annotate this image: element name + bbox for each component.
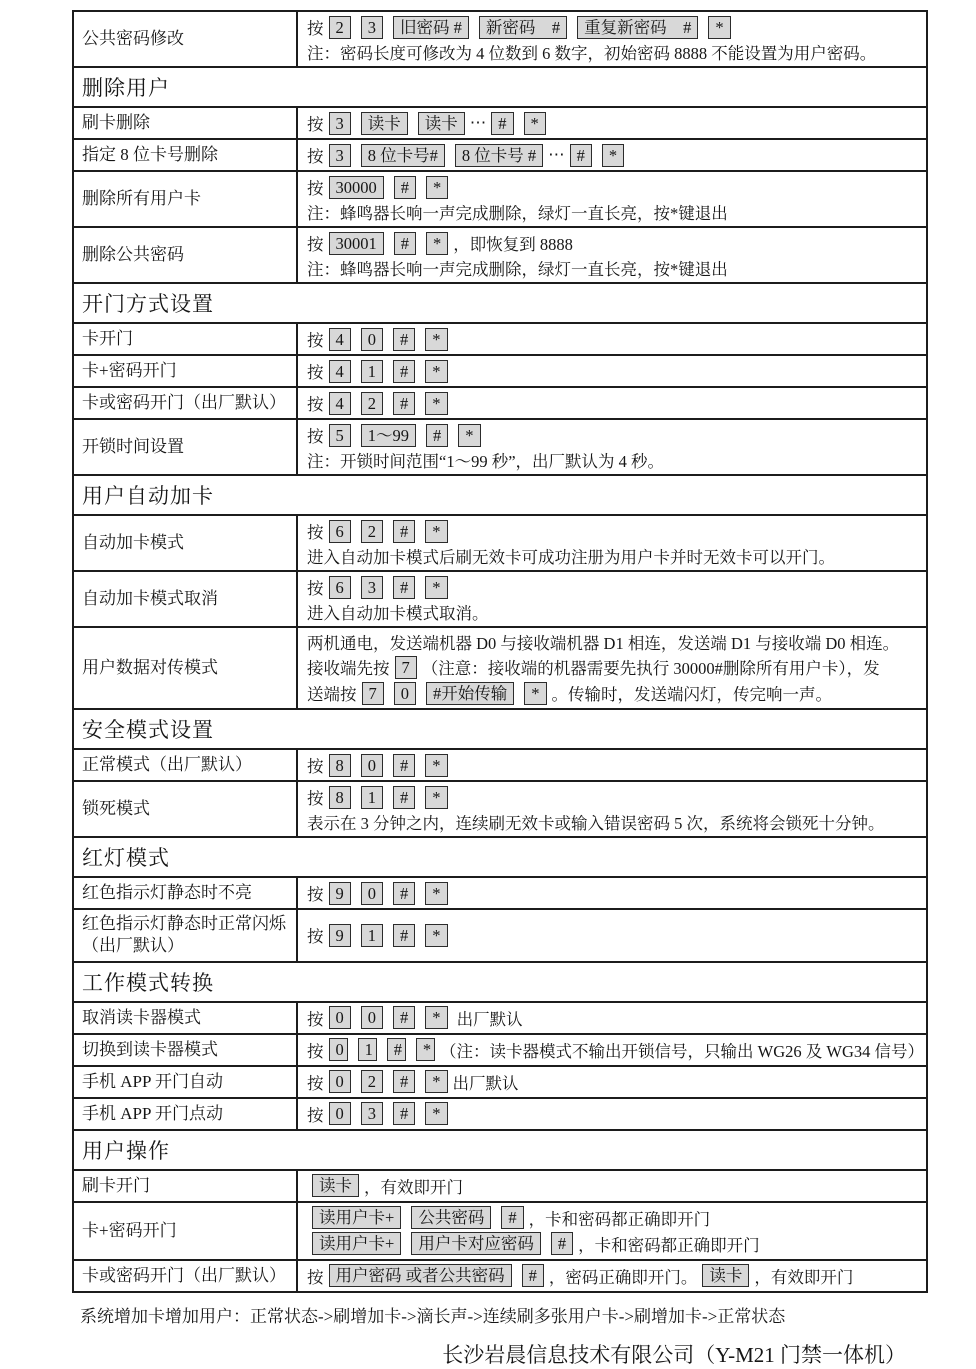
row-label: 自动加卡模式取消 <box>82 588 218 608</box>
key-box: 读卡 <box>361 112 408 135</box>
content-line <box>307 110 924 136</box>
row-label: 卡开门 <box>82 328 133 348</box>
content-text: 按 <box>307 927 324 947</box>
row-content-cell <box>298 228 926 282</box>
key-box: # <box>387 1038 406 1061</box>
content-line <box>307 422 924 448</box>
section-header-row <box>74 474 926 514</box>
content-line <box>307 1231 924 1257</box>
row-label-cell <box>74 1067 298 1097</box>
row-label-cell <box>74 572 298 626</box>
key-box: * <box>425 1006 447 1029</box>
key-box: 新密码 # <box>479 16 567 39</box>
key-box: # <box>393 1070 415 1093</box>
company-signature: 长沙岩晨信息技术有限公司（Y-M21 门禁一体机） <box>442 1342 906 1367</box>
content-line <box>307 518 924 544</box>
key-box: 1 <box>361 360 383 383</box>
content-text: 接收端先按 <box>307 659 390 678</box>
key-box: # <box>491 112 513 135</box>
section-header-row <box>74 282 926 322</box>
key-box: 6 <box>329 576 351 599</box>
table-row <box>74 12 926 66</box>
content-line <box>307 922 924 948</box>
row-content-cell <box>298 572 926 626</box>
row-content-cell <box>298 516 926 570</box>
key-box: 9 <box>329 924 351 947</box>
row-label: 红色指示灯静态时正常闪烁（出厂默认） <box>82 914 286 956</box>
content-text: 两机通电，发送端机器 D0 与接收端机器 D1 相连，发送端 D1 与接收端 D0 相连。 <box>307 634 900 653</box>
key-box: * <box>602 144 624 167</box>
table-row <box>74 1065 926 1097</box>
content-text: 按 <box>307 757 324 776</box>
key-box: 1 <box>358 1038 377 1061</box>
content-line <box>307 142 924 168</box>
key-box: 2 <box>361 392 383 415</box>
content-text: ，即恢复到 8888 <box>453 235 573 254</box>
content-line <box>307 574 924 600</box>
key-box: # <box>394 232 416 255</box>
key-box: 用户密码 或者公共密码 <box>329 1264 512 1287</box>
row-label: 卡或密码开门（出厂默认） <box>82 1265 286 1285</box>
row-label: 锁死模式 <box>82 798 150 818</box>
manual-table <box>72 10 928 1293</box>
table-row <box>74 386 926 418</box>
key-box: 读用户卡+ <box>312 1232 401 1255</box>
key-box: * <box>425 882 447 905</box>
key-box: 1 <box>361 786 383 809</box>
content-text: 按 <box>307 1267 324 1287</box>
row-label-cell <box>74 108 298 138</box>
key-box: 30001 <box>329 232 384 255</box>
table-row <box>74 1201 926 1259</box>
content-text: 注：蜂鸣器长响一声完成删除，绿灯一直长亮，按*键退出 <box>307 260 728 279</box>
key-box: # <box>393 520 415 543</box>
key-box: 7 <box>362 682 384 705</box>
row-label: 删除所有用户卡 <box>82 188 201 208</box>
row-label: 用户数据对传模式 <box>82 657 218 677</box>
row-content-cell <box>298 324 926 354</box>
content-line <box>307 1005 924 1031</box>
table-row <box>74 1097 926 1129</box>
key-box: #开始传输 <box>426 682 514 705</box>
row-label: 刷卡开门 <box>82 1175 150 1195</box>
content-text: 注：密码长度可修改为 4 位数到 6 数字，初始密码 8888 不能设置为用户密码。 <box>307 44 877 63</box>
key-box: 读卡 <box>312 1174 359 1197</box>
section-title: 安全模式设置 <box>82 718 214 742</box>
key-box: # <box>522 1264 544 1287</box>
content-text: 按 <box>307 235 324 254</box>
content-text: 按 <box>307 363 324 382</box>
key-box: 2 <box>329 16 351 39</box>
key-box: 8 <box>329 786 351 809</box>
content-line <box>307 230 924 256</box>
content-text: 按 <box>307 523 324 542</box>
table-row <box>74 1001 926 1033</box>
key-box: * <box>425 360 447 383</box>
table-row <box>74 626 926 708</box>
row-label-cell <box>74 516 298 570</box>
key-box: * <box>458 424 480 447</box>
row-content-cell <box>298 1099 926 1129</box>
content-text: （注意：接收端的机器需要先执行 30000#删除所有用户卡），发 <box>421 659 880 678</box>
key-box: 2 <box>361 1070 383 1093</box>
key-box: * <box>524 112 546 135</box>
key-box: 读用户卡+ <box>312 1206 401 1229</box>
section-header-row <box>74 1129 926 1169</box>
row-content-cell <box>298 910 926 961</box>
key-box: 3 <box>329 112 351 135</box>
key-box: * <box>425 392 447 415</box>
row-label: 手机 APP 开门自动 <box>82 1071 224 1091</box>
content-text: 按 <box>307 885 324 904</box>
key-box: 读卡 <box>702 1264 749 1287</box>
row-label: 公共密码修改 <box>82 28 184 48</box>
content-line <box>307 1037 924 1063</box>
content-text: 按 <box>307 331 324 350</box>
row-content-cell <box>298 420 926 474</box>
section-title: 删除用户 <box>82 76 170 100</box>
content-text: ，有效即开门 <box>754 1267 854 1287</box>
key-box: 3 <box>329 144 351 167</box>
row-label: 指定 8 位卡号删除 <box>82 144 218 164</box>
key-box: 9 <box>329 882 351 905</box>
row-label: 删除公共密码 <box>82 244 184 264</box>
content-text: 送端按 <box>307 685 357 704</box>
row-label: 开锁时间设置 <box>82 436 184 456</box>
content-text: 按 <box>307 1009 324 1029</box>
table-row <box>74 226 926 282</box>
content-text: 按 <box>307 19 324 38</box>
content-line <box>307 600 924 624</box>
content-line <box>307 256 924 280</box>
row-label-cell <box>74 910 298 961</box>
key-box: 6 <box>329 520 351 543</box>
key-box: 0 <box>329 1070 351 1093</box>
key-box: # <box>551 1232 573 1255</box>
key-box: # <box>393 882 415 905</box>
content-text: （注：读卡器模式不输出开锁信号，只输出 WG26 及 WG34 信号） <box>440 1041 924 1061</box>
key-box: 3 <box>361 576 383 599</box>
content-text: 按 <box>307 179 324 198</box>
key-box: 8 位卡号 # <box>455 144 543 167</box>
content-text: 出厂默认 <box>452 1009 523 1029</box>
content-text: 按 <box>307 1041 324 1061</box>
row-content-cell <box>298 172 926 226</box>
row-label-cell <box>74 356 298 386</box>
row-content-cell <box>298 782 926 836</box>
content-line <box>307 1263 924 1289</box>
key-box: 0 <box>329 1102 351 1125</box>
section-title: 工作模式转换 <box>82 970 214 995</box>
content-line <box>307 784 924 810</box>
key-box: # <box>393 360 415 383</box>
content-line <box>307 174 924 200</box>
content-text: 进入自动加卡模式取消。 <box>307 604 489 623</box>
row-label-cell <box>74 1171 298 1201</box>
row-content-cell <box>298 108 926 138</box>
row-label-cell <box>74 420 298 474</box>
content-text: 按 <box>307 579 324 598</box>
row-label: 卡或密码开门（出厂默认） <box>82 392 286 412</box>
section-header-row <box>74 961 926 1001</box>
row-label-cell <box>74 1099 298 1129</box>
row-label-cell <box>74 324 298 354</box>
key-box: 公共密码 <box>411 1206 491 1229</box>
row-label: 自动加卡模式 <box>82 532 184 552</box>
table-row <box>74 418 926 474</box>
row-label: 手机 APP 开门点动 <box>82 1103 224 1123</box>
table-row <box>74 780 926 836</box>
key-box: * <box>425 1070 447 1093</box>
content-line <box>307 752 924 778</box>
content-text: ，密码正确即开门。 <box>548 1267 698 1287</box>
table-row <box>74 138 926 170</box>
key-box: 0 <box>361 328 383 351</box>
key-box: 4 <box>329 328 351 351</box>
table-row <box>74 354 926 386</box>
table-row <box>74 748 926 780</box>
key-box: # <box>393 786 415 809</box>
key-box: 0 <box>394 682 416 705</box>
section-title: 红灯模式 <box>82 846 170 870</box>
row-label-cell <box>74 388 298 418</box>
row-content-cell <box>298 388 926 418</box>
content-line <box>307 390 924 416</box>
row-content-cell <box>298 1171 926 1201</box>
content-line <box>307 14 924 40</box>
row-content-cell <box>298 1003 926 1033</box>
row-content-cell <box>298 12 926 66</box>
row-label: 卡+密码开门 <box>82 360 177 380</box>
row-label-cell <box>74 782 298 836</box>
row-content-cell <box>298 628 926 708</box>
table-row <box>74 908 926 961</box>
content-text: 按 <box>307 427 324 446</box>
content-text: 注：开锁时间范围“1～99 秒”，出厂默认为 4 秒。 <box>307 452 665 471</box>
table-row <box>74 514 926 570</box>
key-box: # <box>393 392 415 415</box>
table-row <box>74 876 926 908</box>
content-line <box>307 1101 924 1127</box>
table-row <box>74 170 926 226</box>
content-line <box>307 1173 924 1199</box>
table-row <box>74 570 926 626</box>
row-label-cell <box>74 750 298 780</box>
key-box: 3 <box>361 16 383 39</box>
row-label: 红色指示灯静态时不亮 <box>82 882 252 902</box>
key-box: 7 <box>395 656 417 679</box>
key-box: * <box>425 576 447 599</box>
content-text: ⋯ <box>548 145 565 164</box>
key-box: 8 位卡号# <box>361 144 445 167</box>
section-title: 开门方式设置 <box>82 292 214 316</box>
content-text: 按 <box>307 1073 324 1093</box>
content-text: 注：蜂鸣器长响一声完成删除，绿灯一直长亮，按*键退出 <box>307 204 728 223</box>
table-row <box>74 1033 926 1065</box>
content-line <box>307 358 924 384</box>
content-line <box>307 544 924 568</box>
key-box: # <box>570 144 592 167</box>
key-box: 3 <box>361 1102 383 1125</box>
row-content-cell <box>298 878 926 908</box>
content-line <box>307 1205 924 1231</box>
row-label-cell <box>74 12 298 66</box>
key-box: * <box>425 754 447 777</box>
key-box: * <box>425 786 447 809</box>
content-line <box>307 448 924 472</box>
row-label-cell <box>74 1261 298 1291</box>
key-box: 4 <box>329 392 351 415</box>
key-box: 1 <box>361 924 383 947</box>
key-box: * <box>425 328 447 351</box>
row-content-cell <box>298 1067 926 1097</box>
key-box: 读卡 <box>418 112 465 135</box>
row-label-cell <box>74 1203 298 1259</box>
content-text: 按 <box>307 395 324 414</box>
key-box: 0 <box>361 1006 383 1029</box>
content-text: ，有效即开门 <box>364 1177 463 1197</box>
row-label: 卡+密码开门 <box>82 1220 177 1240</box>
row-label-cell <box>74 1003 298 1033</box>
key-box: 4 <box>329 360 351 383</box>
content-text: 按 <box>307 1105 324 1125</box>
row-label: 取消读卡器模式 <box>82 1007 201 1027</box>
key-box: 5 <box>329 424 351 447</box>
row-label-cell <box>74 878 298 908</box>
row-label: 切换到读卡器模式 <box>82 1039 218 1059</box>
section-header-row <box>74 708 926 748</box>
content-text: 按 <box>307 115 324 134</box>
section-header-row <box>74 66 926 106</box>
key-box: # <box>426 424 448 447</box>
key-box: 0 <box>329 1006 351 1029</box>
content-text: ，卡和密码都正确即开门 <box>578 1235 760 1255</box>
content-line <box>307 810 924 834</box>
key-box: * <box>425 924 447 947</box>
content-text: ⋯ <box>469 113 487 132</box>
key-box: * <box>416 1038 435 1061</box>
row-content-cell <box>298 1035 926 1065</box>
key-box: * <box>425 1102 447 1125</box>
key-box: 重复新密码 # <box>577 16 698 39</box>
content-line <box>307 680 924 706</box>
section-title: 用户自动加卡 <box>82 484 214 508</box>
key-box: * <box>425 520 447 543</box>
content-text: 出厂默认 <box>452 1073 519 1093</box>
key-box: # <box>393 1102 415 1125</box>
content-text: 按 <box>307 147 324 166</box>
content-text: 。传输时，发送端闪灯，传完响一声。 <box>551 685 832 704</box>
content-line <box>307 200 924 224</box>
content-line <box>307 880 924 906</box>
key-box: 1～99 <box>361 424 416 447</box>
row-content-cell <box>298 1203 926 1259</box>
table-row <box>74 1259 926 1291</box>
content-text: 按 <box>307 789 324 808</box>
content-line <box>307 654 924 680</box>
key-box: 0 <box>361 882 383 905</box>
content-text: 表示在 3 分钟之内，连续刷无效卡或输入错误密码 5 次，系统将会锁死十分钟。 <box>307 814 885 833</box>
key-box: 8 <box>329 754 351 777</box>
row-content-cell <box>298 750 926 780</box>
content-line <box>307 630 924 654</box>
content-line <box>307 326 924 352</box>
key-box: 旧密码 # <box>393 16 469 39</box>
key-box: # <box>394 176 416 199</box>
row-label-cell <box>74 1035 298 1065</box>
key-box: 0 <box>329 1038 348 1061</box>
key-box: # <box>393 576 415 599</box>
key-box: * <box>524 682 546 705</box>
content-line <box>307 1069 924 1095</box>
key-box: # <box>393 1006 415 1029</box>
section-title: 用户操作 <box>82 1138 170 1163</box>
table-row <box>74 1169 926 1201</box>
key-box: * <box>426 232 448 255</box>
row-content-cell <box>298 356 926 386</box>
row-label-cell <box>74 628 298 708</box>
key-box: * <box>426 176 448 199</box>
key-box: * <box>708 16 730 39</box>
content-line <box>307 40 924 64</box>
key-box: # <box>501 1206 523 1229</box>
row-content-cell <box>298 1261 926 1291</box>
table-row <box>74 322 926 354</box>
row-label-cell <box>74 172 298 226</box>
key-box: # <box>393 924 415 947</box>
row-label-cell <box>74 228 298 282</box>
key-box: 2 <box>361 520 383 543</box>
table-row <box>74 106 926 138</box>
content-text: ，卡和密码都正确即开门 <box>528 1209 711 1229</box>
key-box: 30000 <box>329 176 384 199</box>
system-add-card-footnote: 系统增加卡增加用户：正常状态->刷增加卡->滴长声->连续刷多张用户卡->刷增加卡->正常状态 <box>80 1306 786 1326</box>
content-text: 进入自动加卡模式后刷无效卡可成功注册为用户卡并时无效卡可以开门。 <box>307 548 835 567</box>
row-label: 正常模式（出厂默认） <box>82 754 252 774</box>
row-label-cell <box>74 140 298 170</box>
row-content-cell <box>298 140 926 170</box>
key-box: # <box>393 328 415 351</box>
key-box: # <box>393 754 415 777</box>
key-box: 用户卡对应密码 <box>411 1232 541 1255</box>
key-box: 0 <box>361 754 383 777</box>
section-header-row <box>74 836 926 876</box>
row-label: 刷卡删除 <box>82 112 150 132</box>
